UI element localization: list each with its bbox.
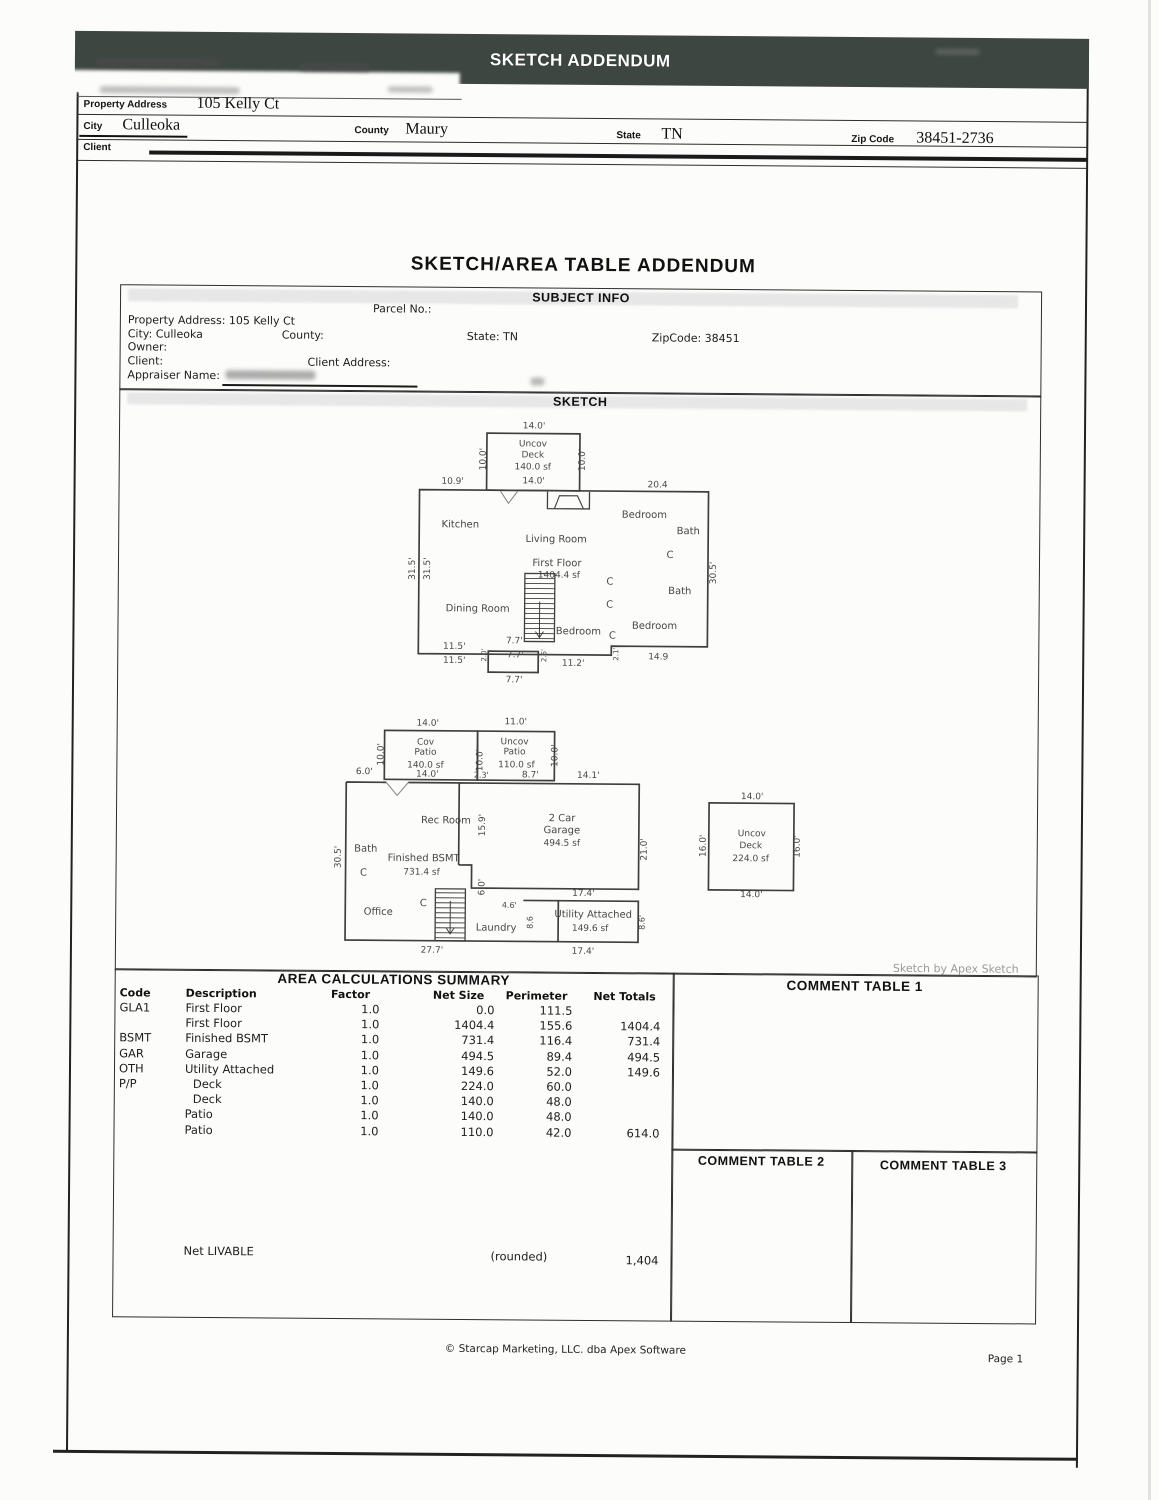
sketch-label: C: [608, 630, 616, 642]
net-livable-label: Net LIVABLE: [183, 1243, 254, 1259]
sketch-label: 2 Car: [548, 813, 576, 825]
sketch-label: 14.0': [416, 769, 439, 780]
page-title: SKETCH/AREA TABLE ADDENDUM: [410, 253, 756, 278]
sketch-label: Bedroom: [555, 626, 602, 638]
area-table-cell: First Floor: [185, 1015, 242, 1031]
subject-info-title: SUBJECT INFO: [532, 290, 630, 306]
sketch-label: 14.0': [740, 890, 763, 901]
area-table-cell: 1.0: [360, 1123, 379, 1138]
area-table-cell: Patio: [184, 1107, 213, 1122]
sketch-label: C: [606, 599, 614, 611]
sketch-label: 30.5': [333, 845, 344, 869]
sketch-label: Garage: [543, 825, 581, 837]
sketch-label: 494.5 sf: [543, 838, 581, 849]
sketch-label: 17.4': [571, 946, 595, 957]
sketch-label: Bedroom: [631, 620, 678, 633]
area-table-cell: 1.0: [360, 1062, 380, 1078]
sketch-label: 140.0 sf: [514, 462, 552, 473]
area-table-cell: 155.6: [539, 1018, 573, 1034]
client-field: Client:: [127, 354, 164, 368]
area-table-cell: 1.0: [360, 1047, 380, 1062]
property-address-value: 105 Kelly Ct: [196, 94, 280, 113]
footer-page-number: Page 1: [987, 1353, 1024, 1366]
property-address-label: Property Address: [83, 98, 168, 111]
sketch-credit: Sketch by Apex Sketch: [892, 961, 1019, 976]
area-table-cell: 1.0: [361, 1017, 380, 1032]
sketch-label: Utility Attached: [554, 909, 633, 921]
sketch-label: 224.0 sf: [732, 854, 769, 865]
county-field: County:: [281, 328, 324, 342]
sketch-label: 10.0': [376, 743, 387, 766]
sketch-label: 14.0': [522, 476, 545, 487]
appraiser-name-field: Appraiser Name:: [127, 368, 220, 383]
area-table-cell: 494.5: [461, 1048, 495, 1063]
city-value: Culleoka: [122, 116, 181, 134]
comment-table-3-box: [850, 1150, 1037, 1324]
area-table-cell: 110.0: [460, 1124, 494, 1139]
area-table-cell: 1.0: [360, 1078, 379, 1093]
area-table-cell: 614.0: [626, 1125, 660, 1141]
comment-table-1-title: COMMENT TABLE 1: [786, 977, 923, 995]
sketch-label: Deck: [739, 841, 763, 852]
zipcode-field: ZipCode: 38451: [651, 331, 740, 346]
area-table-cell: 140.0: [460, 1094, 494, 1109]
area-table-cell: 494.5: [627, 1049, 661, 1065]
sketch-label: 8.6': [637, 914, 647, 930]
area-table-cell: Finished BSMT: [185, 1031, 268, 1046]
area-table-cell: 731.4: [461, 1033, 495, 1048]
sketch-label: 2.0': [480, 648, 489, 662]
area-table-cell: Deck: [192, 1076, 222, 1092]
net-livable-rounded: (rounded): [490, 1249, 548, 1264]
area-table-cell: BSMT: [119, 1030, 152, 1045]
sketch-label: Uncov: [518, 439, 547, 450]
scanner-edge-artifact: [1148, 0, 1151, 1500]
sketch-label: 7.7': [505, 636, 523, 647]
state-label: State: [616, 130, 641, 142]
area-table-cell: 0.0: [476, 1003, 495, 1018]
area-table-cell: Utility Attached: [184, 1061, 275, 1077]
area-table-cell: GLA1: [119, 1000, 151, 1015]
sketch-label: 149.6 sf: [571, 923, 609, 935]
sketch-label: 731.4 sf: [403, 867, 440, 878]
client-label: Client: [83, 141, 112, 154]
area-table-cell: 60.0: [546, 1079, 572, 1094]
banner-title: SKETCH ADDENDUM: [489, 50, 671, 71]
state-field: State: TN: [466, 329, 519, 344]
zip-code-value: 38451-2736: [916, 129, 994, 148]
area-table-cell: Patio: [184, 1122, 213, 1137]
sketch-label: 31.5': [407, 557, 419, 580]
sketch-label: 14.1': [577, 770, 600, 782]
sketch-label: 27.7': [420, 945, 444, 956]
sketch-label: Uncov: [737, 829, 766, 840]
property-address-field: Property Address: 105 Kelly Ct: [127, 313, 296, 328]
comment-table-1-box: [671, 973, 1038, 1154]
sketch-label: C: [666, 550, 674, 562]
footer-copyright: © Starcap Marketing, LLC. dba Apex Software: [444, 1342, 686, 1357]
sketch-label: 16.0': [792, 835, 803, 858]
sketch-label: 11.5': [443, 641, 466, 652]
area-table-cell: 89.4: [546, 1049, 573, 1064]
sketch-label: 21.0': [639, 838, 650, 861]
area-table-cell: 48.0: [546, 1094, 572, 1110]
sketch-label: 2.1': [612, 647, 621, 661]
net-livable-value: 1,404: [625, 1253, 659, 1268]
sketch-label: 15.9': [477, 813, 489, 837]
area-table-cell: 731.4: [627, 1034, 661, 1049]
sketch-label: Bath: [354, 843, 378, 855]
sketch-label: C: [360, 867, 368, 879]
area-table-cell: First Floor: [185, 1000, 243, 1016]
sketch-label: 6.0': [477, 878, 488, 896]
sketch-label: C: [606, 576, 614, 588]
sketch-label: 14.9: [648, 652, 669, 663]
col-header-net-totals: Net Totals: [593, 989, 656, 1004]
client-address-field: Client Address:: [307, 355, 391, 370]
sketch-label: 11.0': [504, 717, 528, 728]
col-header-net-size: Net Size: [432, 988, 485, 1003]
sketch-label: Dining Room: [445, 603, 510, 615]
col-header-description: Description: [185, 986, 257, 1001]
county-value: Maury: [405, 120, 449, 138]
sketch-label: Uncov: [500, 737, 529, 748]
sketch-label: 10.0': [550, 744, 561, 767]
comment-table-2-box: [670, 1149, 853, 1323]
area-calculations-title: AREA CALCULATIONS SUMMARY: [277, 971, 511, 988]
sketch-label: Laundry: [475, 922, 517, 934]
sketch-label: 31.5': [422, 557, 434, 580]
comment-table-2-title: COMMENT TABLE 2: [697, 1153, 825, 1169]
area-table-cell: 224.0: [460, 1078, 494, 1094]
sketch-label: 2.6': [540, 649, 549, 663]
sketch-label: Office: [363, 906, 393, 918]
county-label: County: [354, 125, 389, 137]
area-table-cell: GAR: [119, 1045, 144, 1061]
city-label: City: [83, 120, 103, 133]
sketch-label: 11.5': [442, 655, 466, 666]
sketch-label: 17.4': [572, 888, 595, 899]
area-table-cell: P/P: [118, 1076, 137, 1091]
col-header-factor: Factor: [331, 987, 371, 1002]
sketch-label: 140.0 sf: [407, 760, 444, 771]
sketch-label: 10.0': [475, 748, 486, 772]
area-table-cell: 1.0: [360, 1108, 379, 1123]
sketch-label: Cov: [416, 737, 435, 748]
sketch-label: Bath: [668, 586, 692, 598]
sketch-label: Bedroom: [621, 509, 668, 522]
sketch-label: 30.5': [708, 561, 720, 585]
area-table-cell: 52.0: [546, 1064, 573, 1079]
sketch-label: 14.0': [416, 718, 440, 729]
sketch-label: First Floor: [532, 557, 582, 570]
sketch-label: Kitchen: [441, 519, 480, 531]
sketch-label: 6.0': [355, 767, 373, 778]
area-table-cell: 48.0: [545, 1110, 572, 1125]
sketch-label: C: [419, 898, 427, 910]
sketch-label: Bath: [676, 526, 700, 538]
sketch-label: Deck: [521, 450, 545, 461]
sketch-label: Rec Room: [421, 815, 471, 827]
sketch-label: 14.0': [522, 421, 546, 432]
area-table-cell: Garage: [185, 1046, 228, 1061]
area-table-cell: 1404.4: [454, 1018, 495, 1033]
sketch-label: 10.0': [478, 447, 489, 471]
sketch-label: 7.7': [506, 650, 524, 661]
area-table-cell: 140.0: [460, 1109, 494, 1124]
col-header-perimeter: Perimeter: [505, 989, 568, 1003]
sketch-label: Patio: [503, 747, 526, 758]
sketch-label: 11.2': [561, 658, 585, 669]
area-table-cell: 1.0: [360, 1093, 379, 1108]
area-table-cell: 42.0: [545, 1125, 572, 1140]
sketch-section-title: SKETCH: [552, 394, 608, 410]
city-field: City: Culleoka: [127, 327, 203, 341]
comment-table-3-title: COMMENT TABLE 3: [879, 1158, 1007, 1174]
area-table-cell: 1.0: [360, 1032, 380, 1047]
sketch-label: 10.9': [441, 476, 464, 487]
sketch-label: 16.0': [698, 834, 709, 858]
area-table-cell: 116.4: [539, 1033, 573, 1049]
area-table-cell: Deck: [192, 1092, 222, 1107]
col-header-code: Code: [119, 986, 151, 1000]
area-table-cell: 111.5: [539, 1003, 573, 1018]
area-table-cell: 149.6: [626, 1065, 661, 1080]
parcel-no-field: Parcel No.:: [372, 302, 432, 316]
sketch-label: 14.0': [740, 792, 764, 803]
area-table-cell: 1404.4: [620, 1019, 661, 1034]
owner-field: Owner:: [127, 340, 168, 354]
state-value: TN: [661, 125, 683, 143]
sketch-label: 1404.4 sf: [537, 570, 581, 581]
sketch-label: Living Room: [525, 533, 587, 546]
sketch-label: Finished BSMT: [387, 852, 460, 865]
sketch-label: 10.0': [577, 448, 588, 472]
zip-code-label: Zip Code: [851, 133, 895, 146]
sketch-label: 7.7': [505, 675, 523, 686]
sketch-label: 8.7': [521, 770, 539, 781]
area-table-cell: 149.6: [461, 1063, 495, 1079]
sketch-label: Patio: [414, 747, 437, 758]
sketch-label: 20.4: [647, 480, 668, 491]
sketch-label: 8.6: [525, 916, 535, 929]
area-table-cell: 1.0: [361, 1002, 380, 1017]
sketch-label: 4.6': [501, 900, 517, 910]
area-table-cell: OTH: [118, 1061, 144, 1076]
sketch-label: 110.0 sf: [498, 760, 535, 771]
sketch-label: 2.3': [473, 770, 489, 780]
